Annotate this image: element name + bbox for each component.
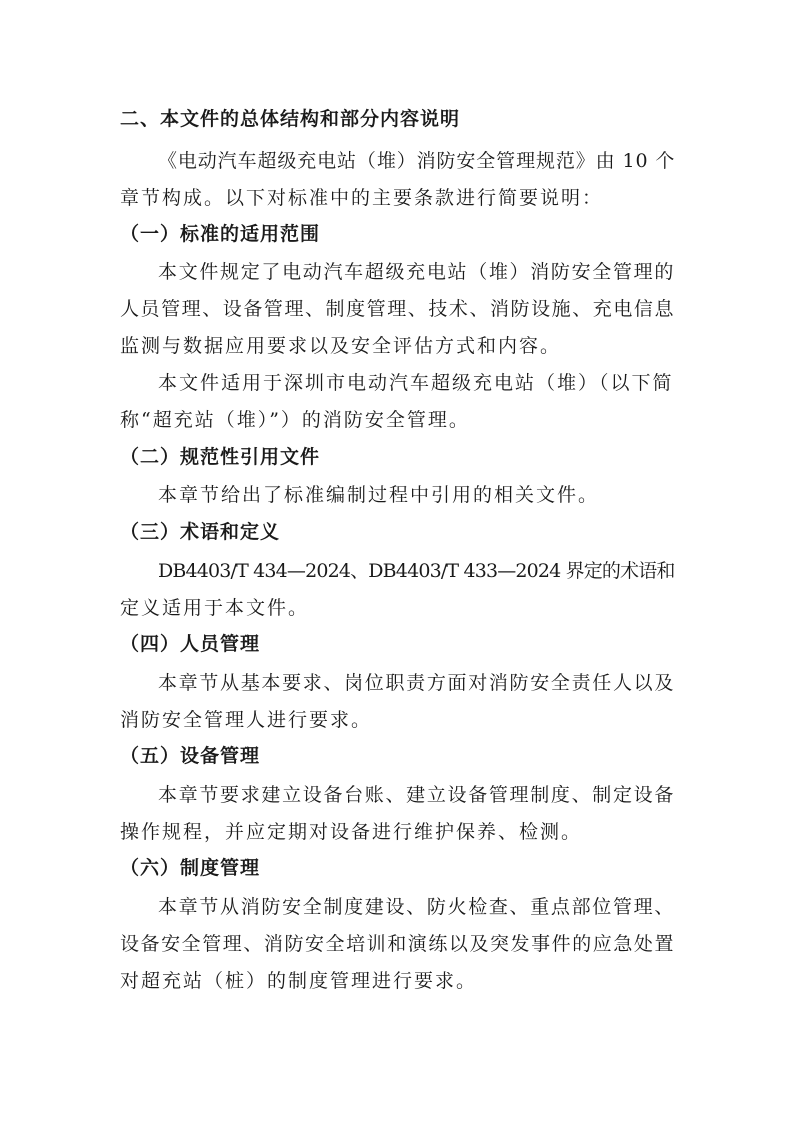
paragraph-line: 定义适用于本文件。: [120, 597, 310, 619]
section-heading: 二、本文件的总体结构和部分内容说明: [120, 108, 461, 130]
paragraph-line: 人员管理、设备管理、制度管理、技术、消防设施、充电信息: [120, 298, 676, 320]
paragraph-line: 称“超充站（堆）”）的消防安全管理。: [120, 409, 470, 431]
paragraph-line: 本章节给出了标准编制过程中引用的相关文件。: [158, 484, 600, 506]
paragraph-line: 对超充站（桩）的制度管理进行要求。: [120, 970, 478, 992]
paragraph-line: 操作规程，并应定期对设备进行维护保养、检测。: [120, 821, 583, 843]
subsection-title-references: （二）规范性引用文件: [120, 446, 321, 468]
subsection-title-system: （六）制度管理: [120, 857, 261, 879]
intro-line-1: 《电动汽车超级充电站（堆）消防安全管理规范》由 10 个: [158, 150, 676, 172]
paragraph-line: 本章节从基本要求、岗位职责方面对消防安全责任人以及: [158, 672, 676, 694]
paragraph-line: 设备安全管理、消防安全培训和演练以及突发事件的应急处置: [120, 933, 676, 955]
paragraph-line: 消防安全管理人进行要求。: [120, 709, 373, 731]
paragraph-line: DB4403/T 434—2024、DB4403/T 433—2024 界定的术语和: [158, 560, 675, 582]
paragraph-line: 本文件规定了电动汽车超级充电站（堆）消防安全管理的: [158, 261, 676, 283]
subsection-title-personnel: （四）人员管理: [120, 633, 261, 655]
paragraph-line: 本章节从消防安全制度建设、防火检查、重点部位管理、: [158, 896, 676, 918]
subsection-title-scope: （一）标准的适用范围: [120, 223, 321, 245]
intro-line-2: 章节构成。以下对标准中的主要条款进行简要说明：: [120, 187, 604, 209]
paragraph-line: 本文件适用于深圳市电动汽车超级充电站（堆）（以下简: [158, 372, 674, 394]
subsection-title-equipment: （五）设备管理: [120, 745, 261, 767]
paragraph-line: 监测与数据应用要求以及安全评估方式和内容。: [120, 335, 562, 357]
subsection-title-terms: （三）术语和定义: [120, 521, 281, 543]
paragraph-line: 本章节要求建立设备台账、建立设备管理制度、制定设备: [158, 784, 676, 806]
